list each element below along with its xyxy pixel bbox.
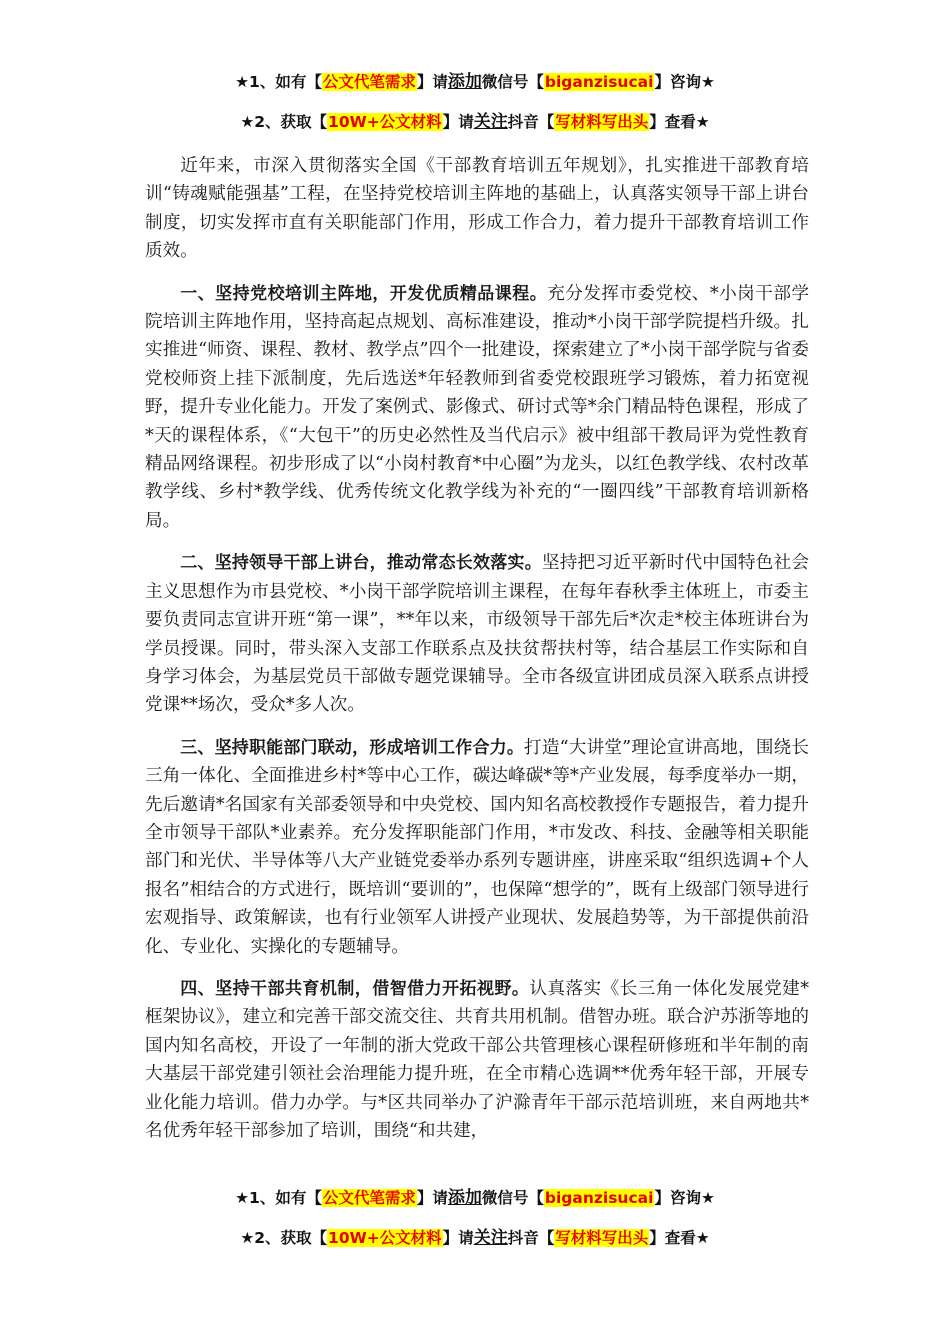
banner-text: 】查看★ xyxy=(649,113,710,131)
header-banner-line-2 xyxy=(0,110,950,134)
banner-text: 抖音【 xyxy=(507,1229,555,1247)
section-paragraph xyxy=(145,975,809,1145)
section-heading: 一、坚持党校培训主阵地，开发优质精品课程。 xyxy=(180,283,548,304)
banner-text: ★2、获取【 xyxy=(240,1229,328,1247)
banner-text: 】请 xyxy=(416,73,448,91)
section-paragraph xyxy=(145,549,809,719)
banner-highlight: 公文代笔需求 xyxy=(322,1189,416,1207)
banner-emphasis: 关注 xyxy=(473,112,508,132)
section-text: 打造“大讲堂”理论宣讲高地，围绕长三角一体化、全面推进乡村*等中心工作，碳达峰碳*等*产业发展，每季度举办一期，先后邀请*名国家有关部委领导和中央党校、国内知名高校教授作专题报告，着力提升全市领导干部队*业素养。充分发挥职能部门作用，*市发改、科技、金融等相关职能部门和光伏、半导体等八大产业链党委举办系列专题讲座，讲座采取“组织选调+个人报名”相结合的方式进行，既培训“要训的”，也保障“想学的”，既有上级部门领导进行宏观指导、政策解读，也有行业领军人讲授产业现状、发展趋势等，为干部提供前沿化、专业化、实操化的专题辅导。 xyxy=(145,737,809,957)
section-paragraph xyxy=(145,280,809,536)
banner-text: 】查看★ xyxy=(649,1229,710,1247)
banner-highlight: 公文代笔需求 xyxy=(322,73,416,91)
section-text: 认真落实《长三角一体化发展党建*框架协议》，建立和完善干部交流交往、共育共用机制。借智办班。联合沪苏浙等地的国内知名高校，开设了一年制的浙大党政干部公共管理核心课程研修班和半年制的南大基层干部党建引领社会治理能力提升班，在全市精心选调**优秀年轻干部，开展专业化能力培训。借力办学。与*区共同举办了沪滁青年干部示范培训班，来自两地共*名优秀年轻干部参加了培训，围绕“和共建， xyxy=(145,978,809,1141)
banner-text: 抖音【 xyxy=(507,113,555,131)
banner-text: 】咨询★ xyxy=(654,1189,715,1207)
section-paragraph xyxy=(145,734,809,961)
banner-highlight: 写材料写出头 xyxy=(555,1229,649,1247)
banner-highlight: 10W+公文材料 xyxy=(328,113,442,131)
banner-emphasis: 关注 xyxy=(473,1228,508,1248)
banner-emphasis: 添加 xyxy=(447,1188,482,1208)
section-text: 坚持把习近平新时代中国特色社会主义思想作为市县党校、*小岗干部学院培训主课程，在每年春秋季主体班上，市委主要负责同志宣讲开班“第一课”，**年以来，市级领导干部先后*次走*校主体班讲台为学员授课。同时，带头深入支部工作联系点及扶贫帮扶村等，结合基层工作实际和自身学习体会，为基层党员干部做专题党课辅导。全市各级宣讲团成员深入联系点讲授党课**场次，受众*多人次。 xyxy=(145,553,809,716)
footer-banner-line-1 xyxy=(0,1186,950,1210)
banner-highlight: biganzisucai xyxy=(544,1189,654,1207)
banner-text: ★1、如有【 xyxy=(235,1189,322,1207)
banner-highlight: 写材料写出头 xyxy=(555,113,649,131)
banner-text: ★1、如有【 xyxy=(235,73,322,91)
banner-text: 】请 xyxy=(416,1189,448,1207)
banner-text: 】请 xyxy=(442,1229,474,1247)
banner-highlight: 10W+公文材料 xyxy=(328,1229,442,1247)
section-heading: 二、坚持领导干部上讲台，推动常态长效落实。 xyxy=(180,553,542,574)
banner-text: ★2、获取【 xyxy=(240,113,328,131)
document-body xyxy=(145,152,809,1159)
section-heading: 四、坚持干部共育机制，借智借力开拓视野。 xyxy=(180,978,530,999)
section-heading: 三、坚持职能部门联动，形成培训工作合力。 xyxy=(180,737,525,758)
banner-text: 微信号【 xyxy=(481,73,544,91)
banner-text: 】请 xyxy=(442,113,474,131)
intro-paragraph: 近年来，市深入贯彻落实全国《干部教育培训五年规划》，扎实推进干部教育培训“铸魂赋能强基”工程，在坚持党校培训主阵地的基础上，认真落实领导干部上讲台制度，切实发挥市直有关职能部门作用，形成工作合力，着力提升干部教育培训工作质效。 xyxy=(145,156,809,262)
banner-highlight: biganzisucai xyxy=(544,73,654,91)
footer-banner-line-2 xyxy=(0,1226,950,1250)
banner-text: 】咨询★ xyxy=(654,73,715,91)
section-text: 充分发挥市委党校、*小岗干部学院培训主阵地作用，坚持高起点规划、高标准建设，推动*小岗干部学院提档升级。扎实推进“师资、课程、教材、教学点”四个一批建设，探索建立了*小岗干部学院与省委党校师资上挂下派制度，先后选送*年轻教师到省委党校跟班学习锻炼，着力拓宽视野，提升专业化能力。开发了案例式、影像式、研讨式等*余门精品特色课程，形成了*天的课程体系，《“大包干”的历史必然性及当代启示》被中组部干教局评为党性教育精品网络课程。初步形成了以“小岗村教育*中心圈”为龙头，以红色教学线、农村改革教学线、乡村*教学线、优秀传统文化教学线为补充的“一圈四线”干部教育培训新格局。 xyxy=(145,283,809,531)
banner-emphasis: 添加 xyxy=(447,72,482,92)
header-banner-line-1 xyxy=(0,70,950,94)
banner-text: 微信号【 xyxy=(481,1189,544,1207)
